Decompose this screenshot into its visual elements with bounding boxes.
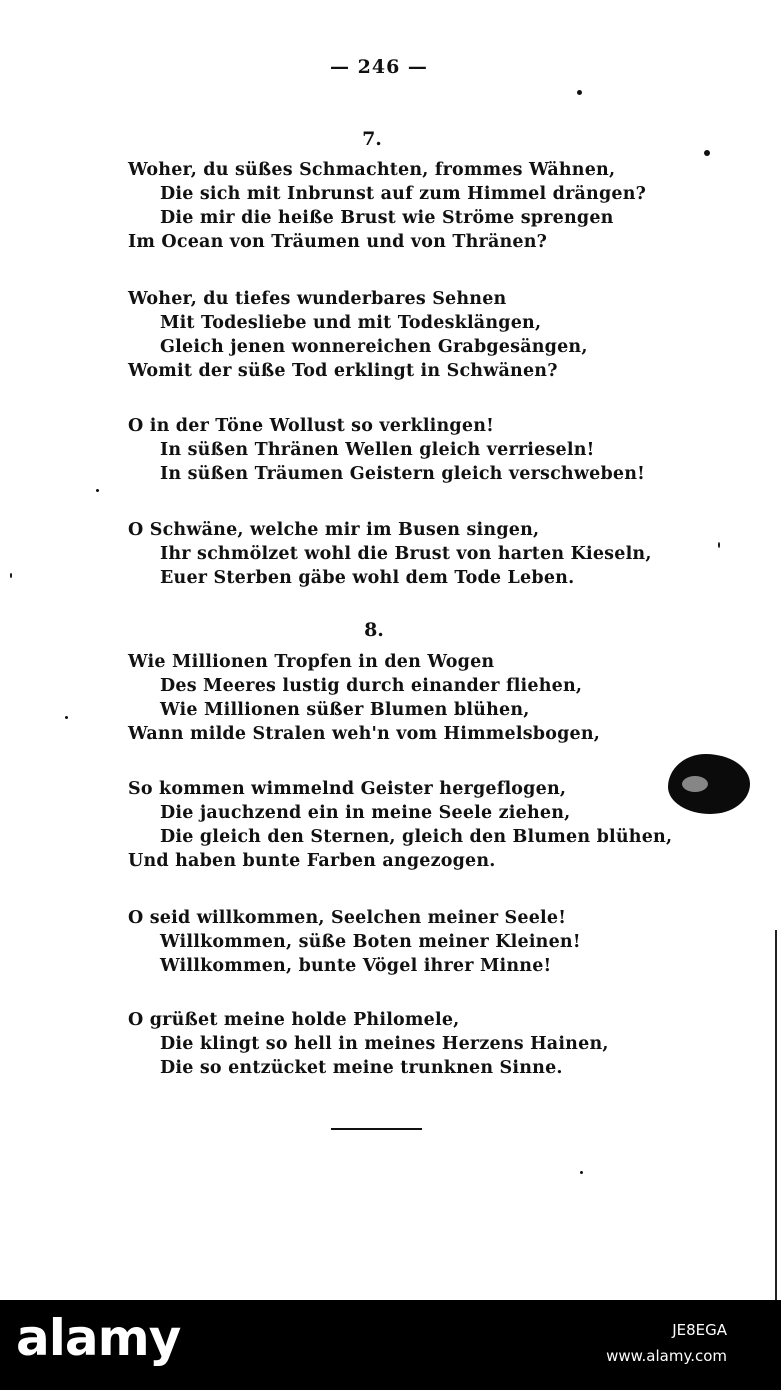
scan-speck [577,90,582,95]
verse-line: In süßen Träumen Geistern gleich verschweben! [160,464,646,484]
verse-line: So kommen wimmelnd Geister hergeflogen, [128,779,567,799]
scan-speck [718,542,720,548]
poem-number-7: 7. [362,128,382,150]
verse-line: Die gleich den Sternen, gleich den Blumen blühen, [160,827,673,847]
verse-line: Die klingt so hell in meines Herzens Hainen, [160,1034,609,1054]
verse-line: Im Ocean von Träumen und von Thränen? [128,232,548,252]
verse-line: Woher, du süßes Schmachten, frommes Wähnen, [128,160,616,180]
verse-line: O seid willkommen, Seelchen meiner Seele! [128,908,567,928]
verse-line: Willkommen, bunte Vögel ihrer Minne! [160,956,552,976]
verse-line: Wann milde Stralen weh'n vom Himmelsbogen, [128,724,601,744]
verse-line: Wie Millionen Tropfen in den Wogen [128,652,495,672]
verse-line: Mit Todesliebe und mit Todesklängen, [160,313,542,333]
watermark-bar [0,1300,781,1390]
verse-line: Die so entzücket meine trunknen Sinne. [160,1058,563,1078]
watermark-site: www.alamy.com [606,1347,727,1365]
scan-speck [704,150,710,156]
verse-line: Des Meeres lustig durch einander fliehen, [160,676,583,696]
poem-number-8: 8. [364,619,384,641]
ink-blot [668,754,750,814]
end-rule [331,1128,422,1130]
page-edge-line [775,930,777,1300]
stanza [128,650,648,746]
verse-line: Die mir die heiße Brust wie Ströme sprengen [160,208,614,228]
watermark-logo: alamy [16,1309,181,1367]
verse-line: Gleich jenen wonnereichen Grabgesängen, [160,337,588,357]
verse-line: O in der Töne Wollust so verklingen! [128,416,495,436]
verse-line: In süßen Thränen Wellen gleich verrieseln! [160,440,595,460]
stanza [128,287,648,383]
image-id: JE8EGA [672,1321,727,1339]
verse-line: O Schwäne, welche mir im Busen singen, [128,520,540,540]
verse-line: Womit der süße Tod erklingt in Schwänen? [128,361,558,381]
verse-line: Ihr schmölzet wohl die Brust von harten Kieseln, [160,544,652,564]
verse-line: Euer Sterben gäbe wohl dem Tode Leben. [160,568,575,588]
verse-line: Woher, du tiefes wunderbares Sehnen [128,289,507,309]
scan-speck [96,489,99,492]
scan-speck [65,716,68,719]
verse-line: Wie Millionen süßer Blumen blühen, [160,700,530,720]
stanza [128,158,648,254]
stanza [128,906,648,978]
stanza [128,414,648,486]
scan-speck [10,573,12,578]
verse-line: O grüßet meine holde Philomele, [128,1010,460,1030]
stanza [128,518,652,590]
verse-line: Willkommen, süße Boten meiner Kleinen! [160,932,581,952]
stanza [128,1008,648,1080]
verse-line: Die sich mit Inbrunst auf zum Himmel drängen? [160,184,647,204]
verse-line: Die jauchzend ein in meine Seele ziehen, [160,803,571,823]
verse-line: Und haben bunte Farben angezogen. [128,851,496,871]
stanza [128,777,673,873]
scan-speck [580,1171,583,1174]
page-number: — 246 — [330,56,428,78]
